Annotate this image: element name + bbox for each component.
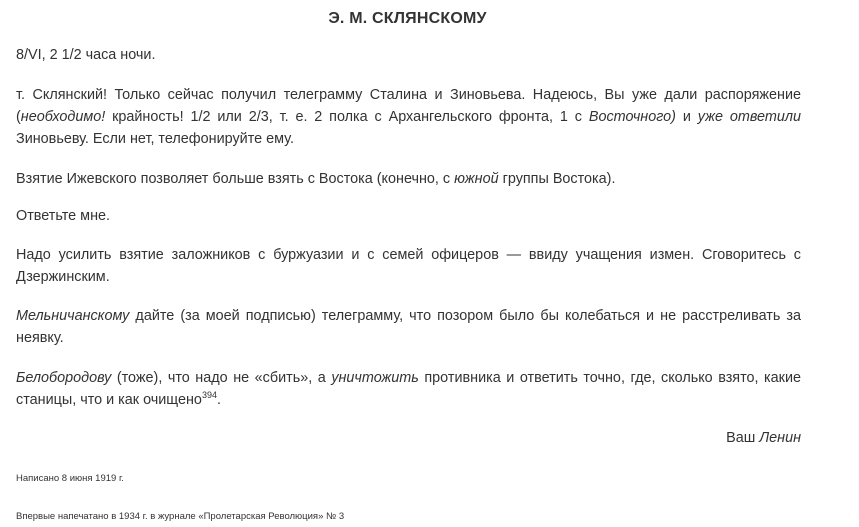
publication-note: Впервые напечатано в 1934 г. в журнале «Пролетарская Революция» № 3: [16, 511, 345, 522]
paragraph-2: [16, 168, 801, 190]
text-span: дайте (за моей подписью) телеграмму, что позором было бы колебаться и не расстреливать за неявку.: [16, 308, 801, 346]
text-span: и: [675, 109, 698, 125]
signature-prefix: Ваш: [726, 430, 760, 446]
footnote-reference: 394: [201, 390, 217, 400]
document-title: Э. М. СКЛЯНСКОМУ: [328, 10, 487, 27]
paragraph-4: Надо усилить взятие заложников с буржуазии и с семей офицеров — ввиду учащения измен. Сговоритесь с Дзержинским.: [16, 247, 801, 285]
italic-span: Белобородову: [16, 370, 112, 386]
text-span: Зиновьеву. Если нет, телефонируйте ему.: [16, 131, 294, 147]
paragraph-3: Ответьте мне.: [16, 208, 111, 224]
text-span: группы Востока).: [498, 171, 616, 187]
italic-span: необходимо!: [20, 109, 106, 125]
text-span: (тоже), что надо не «сбить», а: [111, 370, 332, 386]
italic-span: Мельничанскому: [16, 308, 130, 324]
paragraph-1: [16, 84, 801, 150]
paragraph-6: [16, 367, 801, 411]
signature-name: Ленин: [759, 430, 801, 446]
text-span: Взятие Ижевского позволяет больше взять с Востока (конечно, с: [16, 171, 455, 187]
italic-span: южной: [454, 171, 499, 187]
italic-span: Восточного): [588, 109, 676, 125]
text-span: крайность! 1/2 или 2/3, т. е. 2 полка с Архангельского фронта, 1 с: [105, 109, 589, 125]
italic-span: уже ответили: [697, 109, 801, 125]
signature: [16, 427, 801, 449]
paragraph-5: [16, 305, 801, 349]
text-span: т. Склянский! Только сейчас получил телеграмму Сталина и Зиновьева. Надеюсь, Вы уже дали распоряжение (: [16, 87, 801, 125]
text-span: .: [216, 392, 221, 408]
written-date-note: Написано 8 июня 1919 г.: [16, 473, 124, 484]
date-line: 8/VI, 2 1/2 часа ночи.: [16, 47, 156, 63]
text-span: противника и ответить точно, где, сколько взято, какие станицы, что и как очищено: [16, 370, 802, 408]
italic-span: уничтожить: [331, 370, 419, 386]
